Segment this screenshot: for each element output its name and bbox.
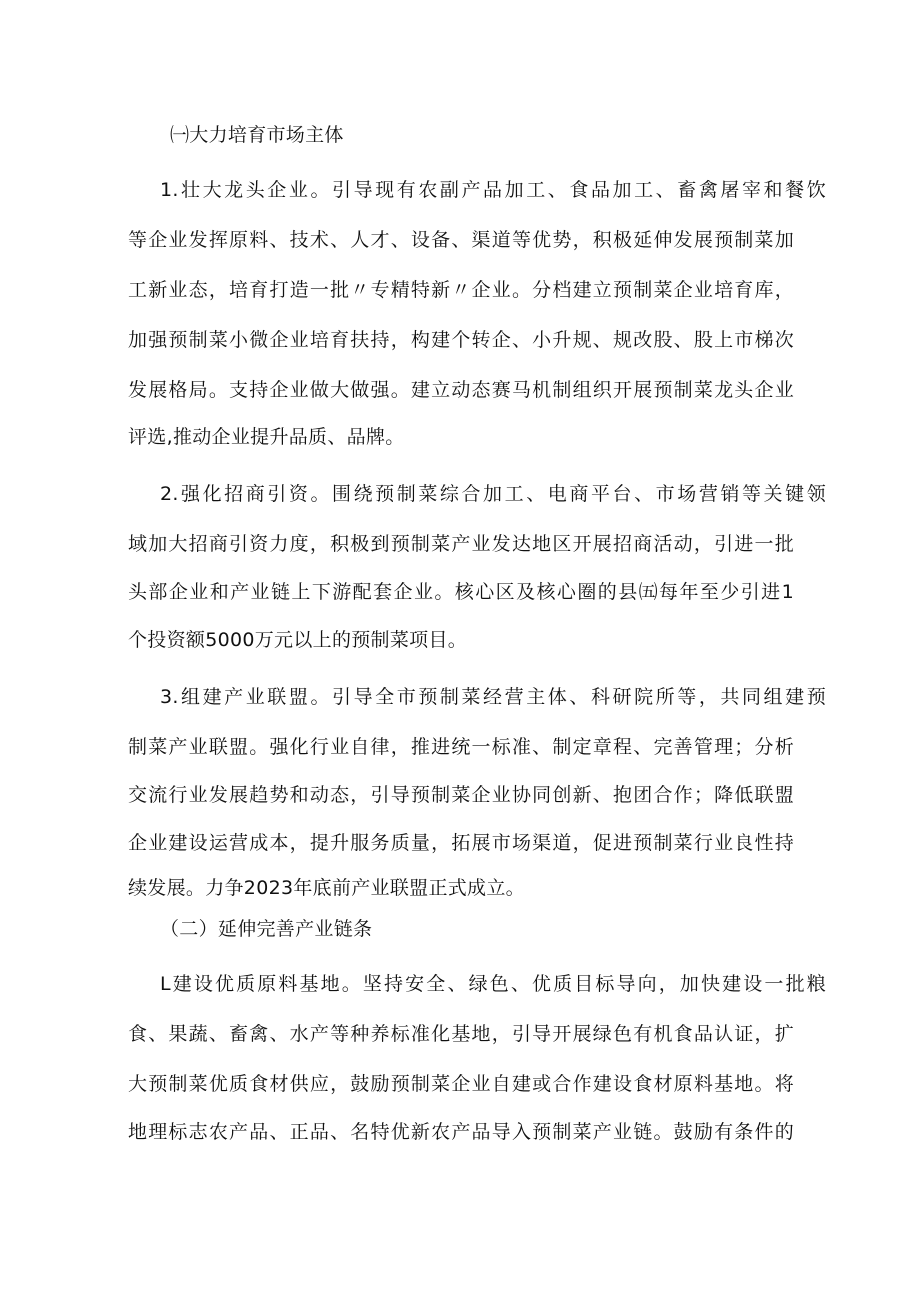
paragraph-4-line-1: L建设优质原料基地。坚持安全、绿色、优质目标导向，加快建设一批粮 bbox=[160, 973, 826, 995]
paragraph-2-line-3: 头部企业和产业链上下游配套企业。核心区及核心圈的县㈤每年至少引进1 bbox=[128, 581, 794, 603]
paragraph-3-line-3: 交流行业发展趋势和动态，引导预制菜企业协同创新、抱团合作；降低联盟 bbox=[128, 784, 794, 806]
paragraph-3-line-1: 3.组建产业联盟。引导全市预制菜经营主体、科研院所等，共同组建预 bbox=[160, 686, 826, 708]
paragraph-2-line-4: 个投资额5000万元以上的预制菜项目。 bbox=[128, 629, 468, 651]
paragraph-4-line-3: 大预制菜优质食材供应，鼓励预制菜企业自建或合作建设食材原料基地。将 bbox=[128, 1073, 794, 1095]
paragraph-3-line-5: 续发展。力争2023年底前产业联盟正式成立。 bbox=[128, 877, 525, 899]
paragraph-2-line-1: 2.强化招商引资。围绕预制菜综合加工、电商平台、市场营销等关键领 bbox=[160, 483, 826, 505]
paragraph-1-line-2: 等企业发挥原料、技术、人才、设备、渠道等优势，积极延伸发展预制菜加 bbox=[128, 229, 794, 251]
section-heading-2: （二）延伸完善产业链条 bbox=[160, 918, 373, 940]
paragraph-1-line-1: 1.壮大龙头企业。引导现有农副产品加工、食品加工、畜禽屠宰和餐饮 bbox=[160, 179, 826, 201]
paragraph-1-line-6: 评选,推动企业提升品质、品牌。 bbox=[128, 426, 405, 448]
paragraph-3-line-2: 制菜产业联盟。强化行业自律，推进统一标准、制定章程、完善管理；分析 bbox=[128, 736, 794, 758]
paragraph-1-line-4: 加强预制菜小微企业培育扶持，构建个转企、小升规、规改股、股上市梯次 bbox=[128, 329, 794, 351]
paragraph-4-line-2: 食、果蔬、畜禽、水产等种养标准化基地，引导开展绿色有机食品认证，扩 bbox=[128, 1023, 794, 1045]
paragraph-4-line-4: 地理标志农产品、正品、名特优新农产品导入预制菜产业链。鼓励有条件的 bbox=[128, 1121, 794, 1143]
section-heading-1: ㈠大力培育市场主体 bbox=[170, 124, 344, 146]
paragraph-3-line-4: 企业建设运营成本，提升服务质量，拓展市场渠道，促进预制菜行业良性持 bbox=[128, 832, 794, 854]
paragraph-1-line-5: 发展格局。支持企业做大做强。建立动态赛马机制组织开展预制菜龙头企业 bbox=[128, 379, 794, 401]
paragraph-1-line-3: 工新业态，培育打造一批〃专精特新〃企业。分档建立预制菜企业培育库， bbox=[128, 279, 794, 301]
paragraph-2-line-2: 域加大招商引资力度，积极到预制菜产业发达地区开展招商活动，引进一批 bbox=[128, 533, 794, 555]
